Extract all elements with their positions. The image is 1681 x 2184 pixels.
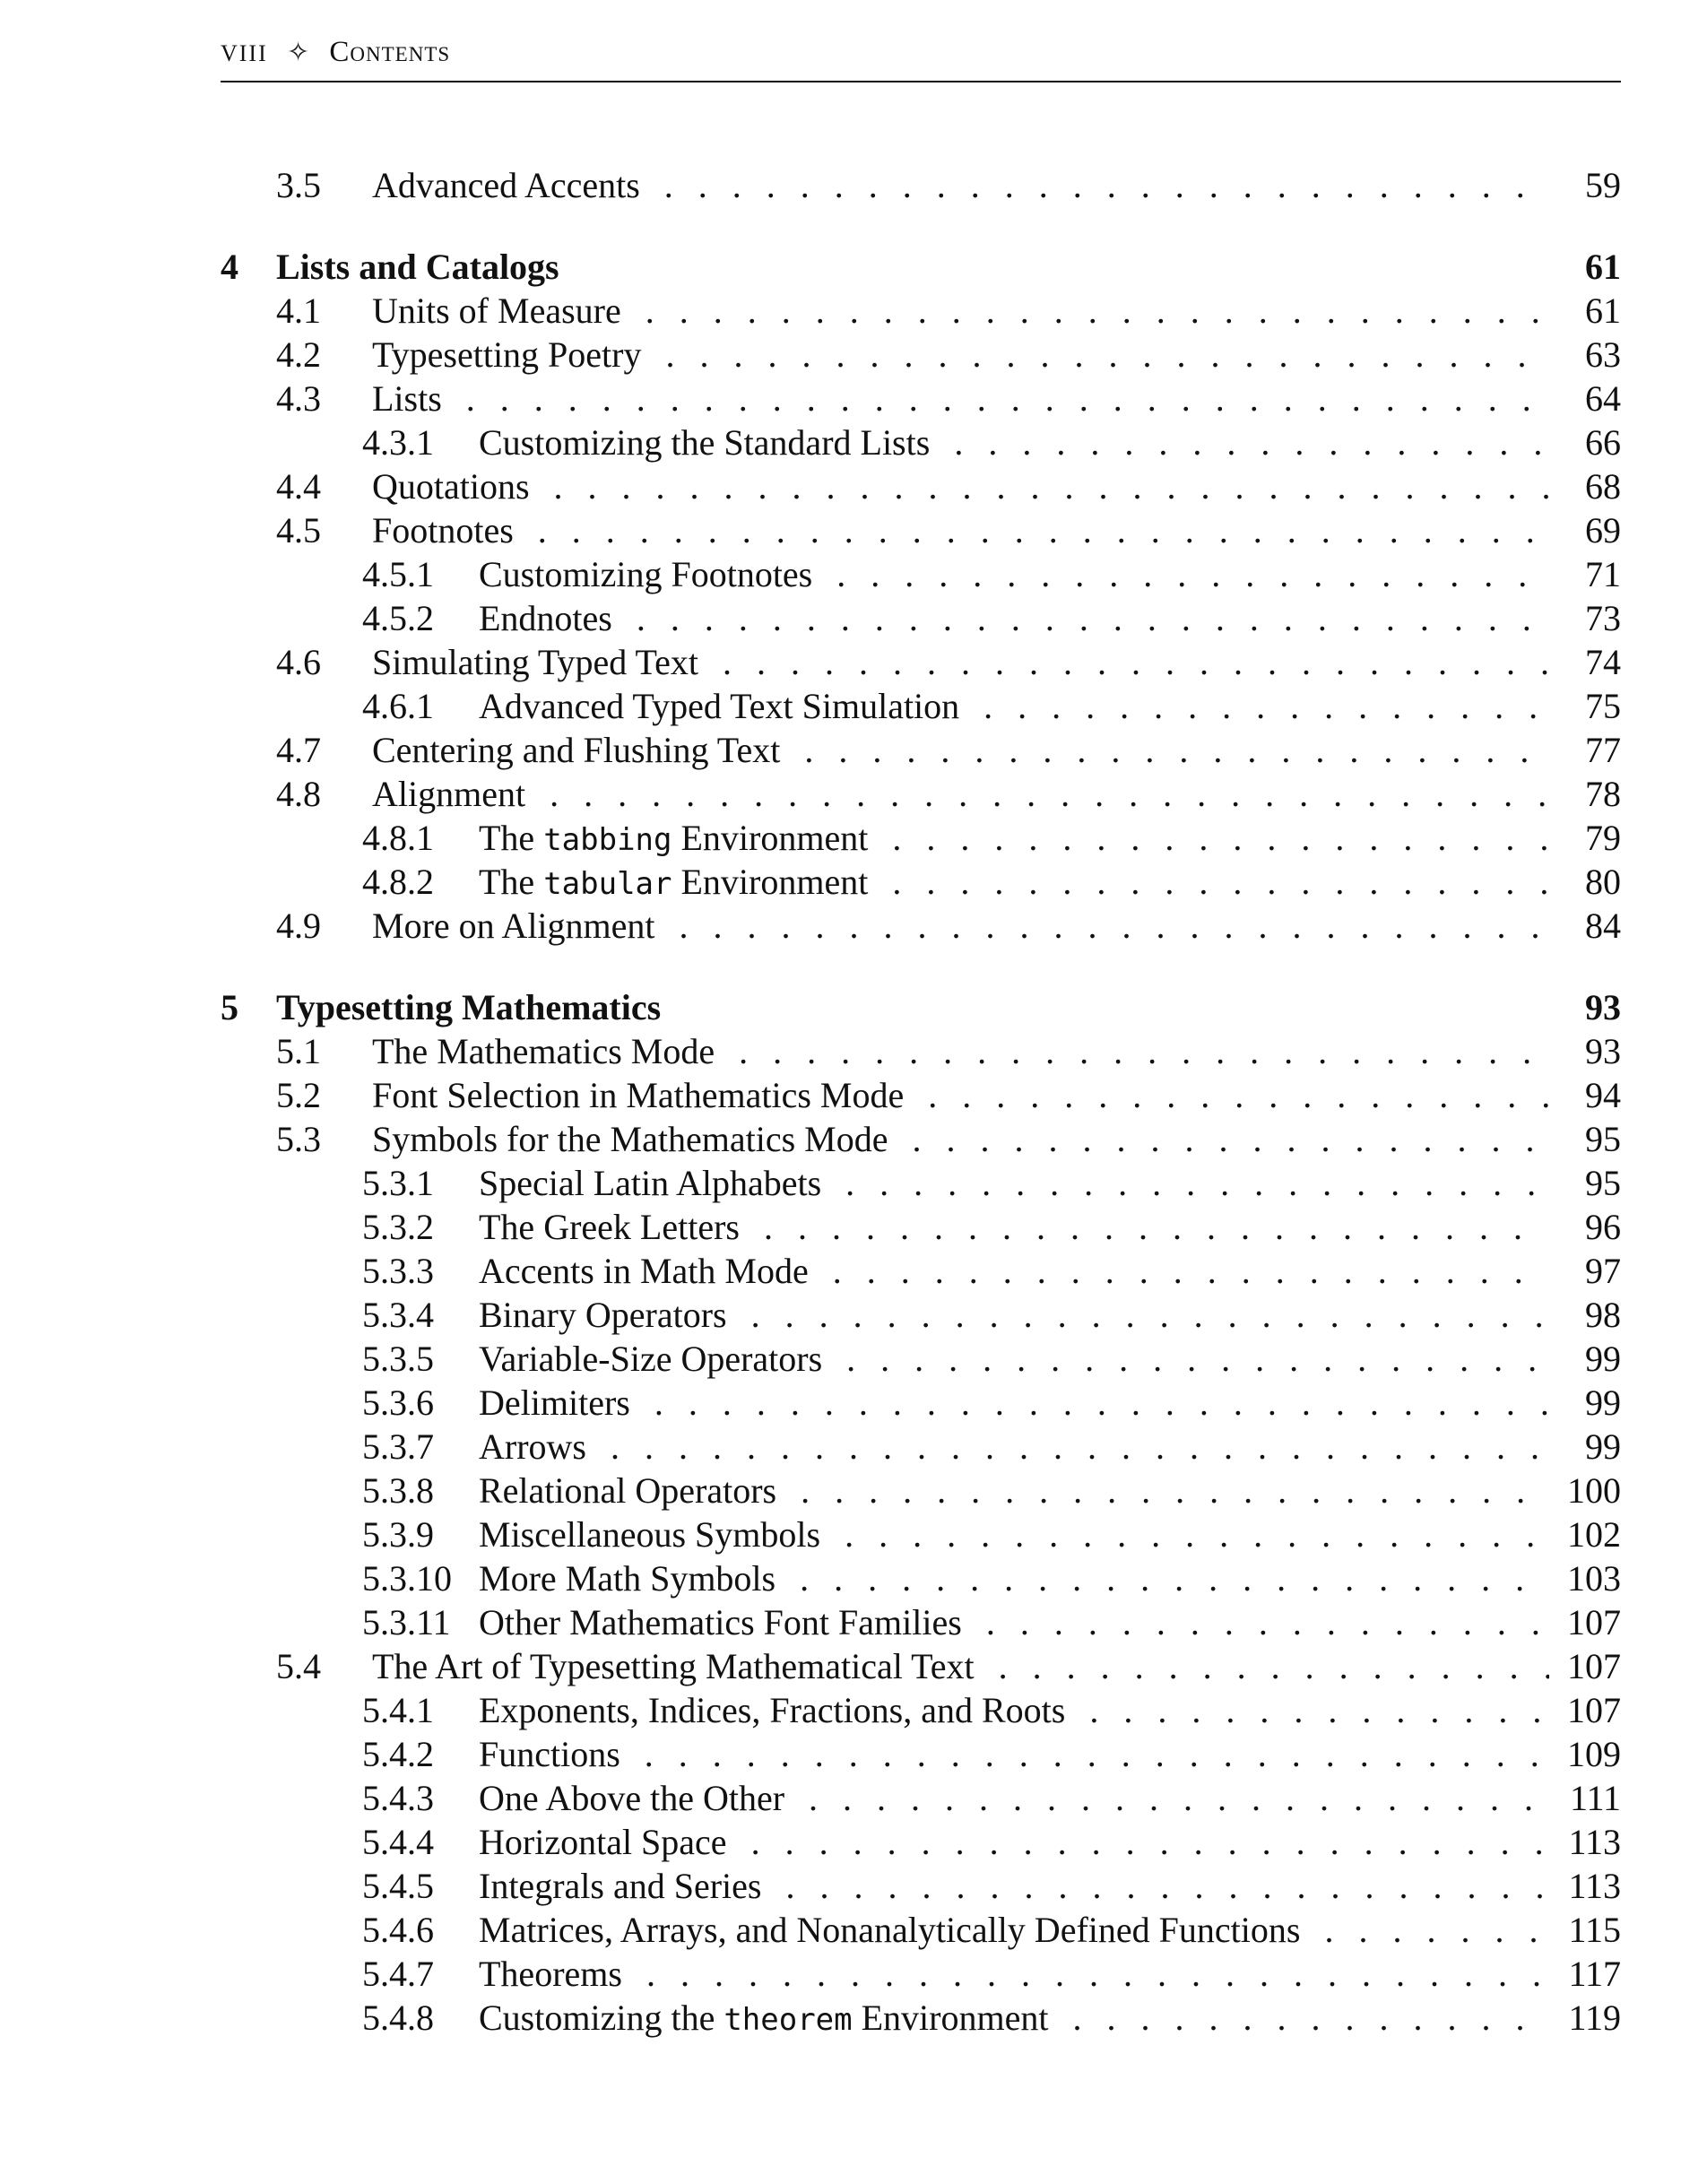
- toc-entry-title: [372, 640, 1549, 684]
- toc-entry-title: [479, 1425, 1549, 1469]
- toc-entry-number: 5.3.10: [362, 1558, 452, 1599]
- toc-entry-number: 5.4.5: [362, 1866, 434, 1906]
- toc-section-entry[interactable]: [221, 1117, 1621, 1161]
- toc-subsection-entry[interactable]: [221, 1512, 1621, 1556]
- toc-entry-number: 5.4.6: [362, 1910, 434, 1950]
- toc-entry-title-text: Special Latin Alphabets: [479, 1163, 822, 1203]
- toc-entry-number: 5.4.3: [362, 1778, 434, 1818]
- toc-entry-number: 4.8.1: [362, 818, 434, 858]
- toc-entry-number: 4.5.2: [362, 598, 434, 638]
- toc-section-entry[interactable]: [221, 163, 1621, 207]
- toc-entry-title-text: Lists: [372, 378, 442, 419]
- toc-section-entry[interactable]: [221, 772, 1621, 816]
- toc-entry-title-text: Quotations: [372, 466, 530, 507]
- toc-entry-page-number: 103: [1567, 1558, 1621, 1599]
- toc-entry-title: [479, 420, 1549, 464]
- toc-entry-title-suffix: Environment: [852, 1998, 1049, 2038]
- toc-entry-title-text: Symbols for the Mathematics Mode: [372, 1119, 888, 1159]
- toc-entry-page-number: 96: [1585, 1207, 1621, 1247]
- toc-entry-number: 4.2: [276, 334, 321, 375]
- toc-entry-page-number: 61: [1585, 247, 1621, 287]
- toc-entry-page-number: 79: [1585, 818, 1621, 858]
- toc-subsection-entry[interactable]: [221, 1952, 1621, 1996]
- toc-entry-title: [479, 1469, 1549, 1512]
- header-rule: [221, 81, 1621, 82]
- toc-entry-page-number: 107: [1567, 1602, 1621, 1642]
- toc-entry-title: [479, 1205, 1549, 1249]
- toc-entry-page-number: 75: [1585, 686, 1621, 726]
- toc-entry-title-text: Units of Measure: [372, 290, 621, 331]
- toc-subsection-entry[interactable]: [221, 1820, 1621, 1864]
- toc-chapter-entry[interactable]: [221, 985, 1621, 1029]
- toc-entry-page-number: 117: [1568, 1954, 1621, 1994]
- toc-section-entry[interactable]: [221, 640, 1621, 684]
- toc-entry-title-text: Typesetting Poetry: [372, 334, 642, 375]
- toc-subsection-entry[interactable]: [221, 420, 1621, 464]
- toc-entry-title-suffix: Environment: [672, 862, 869, 902]
- toc-entry-page-number: 95: [1585, 1119, 1621, 1159]
- toc-entry-number: 4.7: [276, 730, 321, 770]
- running-head-title: Contents: [329, 36, 451, 68]
- toc-entry-title-text: The Mathematics Mode: [372, 1031, 715, 1071]
- running-head: [221, 36, 1621, 69]
- toc-entry-number: 5.4.8: [362, 1998, 434, 2038]
- toc-entry-number: 4.6: [276, 642, 321, 682]
- table-of-contents: [221, 163, 1621, 2040]
- toc-entry-number: 4.9: [276, 906, 321, 946]
- toc-entry-title: [479, 1864, 1549, 1908]
- toc-entry-title-text: Functions: [479, 1734, 620, 1774]
- toc-entry-page-number: 119: [1568, 1998, 1621, 2038]
- toc-entry-title-text: Relational Operators: [479, 1470, 777, 1511]
- toc-entry-title: [479, 684, 1549, 728]
- toc-entry-number: 4.6.1: [362, 686, 434, 726]
- toc-entry-number: 5.3.3: [362, 1251, 434, 1291]
- toc-section-entry[interactable]: [221, 728, 1621, 772]
- toc-entry-page-number: 98: [1585, 1295, 1621, 1335]
- toc-entry-title: [479, 1600, 1549, 1644]
- toc-entry-page-number: 73: [1585, 598, 1621, 638]
- toc-entry-title: [479, 1512, 1549, 1556]
- toc-entry-page-number: 93: [1585, 1031, 1621, 1071]
- toc-entry-title-text: Accents in Math Mode: [479, 1251, 809, 1291]
- toc-entry-page-number: 111: [1569, 1778, 1621, 1818]
- toc-entry-title-text: Arrows: [479, 1426, 586, 1467]
- toc-subsection-entry[interactable]: [221, 1732, 1621, 1776]
- toc-section-entry[interactable]: [221, 464, 1621, 508]
- toc-entry-title: [372, 289, 1549, 333]
- toc-entry-page-number: 71: [1585, 554, 1621, 594]
- toc-entry-page-number: 107: [1567, 1690, 1621, 1730]
- toc-entry-number: 5.3.4: [362, 1295, 434, 1335]
- toc-section-entry[interactable]: [221, 1029, 1621, 1073]
- toc-entry-title: [479, 1820, 1549, 1864]
- toc-entry-number: 5.3.5: [362, 1339, 434, 1379]
- toc-entry-number: 4.3: [276, 378, 321, 419]
- toc-subsection-entry[interactable]: [221, 596, 1621, 640]
- toc-entry-number: 5.3: [276, 1119, 321, 1159]
- toc-entry-page-number: 78: [1585, 774, 1621, 814]
- toc-entry-page-number: 63: [1585, 334, 1621, 375]
- toc-subsection-entry[interactable]: [221, 860, 1621, 904]
- toc-section-entry[interactable]: [221, 377, 1621, 420]
- toc-entry-title-text: Exponents, Indices, Fractions, and Roots: [479, 1690, 1066, 1730]
- toc-entry-title-text: Endnotes: [479, 598, 612, 638]
- toc-entry-page-number: 74: [1585, 642, 1621, 682]
- toc-entry-title: [372, 904, 1549, 948]
- toc-entry-title: [372, 728, 1549, 772]
- toc-entry-title: [372, 464, 1549, 508]
- toc-entry-number: 5.3.6: [362, 1382, 434, 1423]
- toc-entry-title: [372, 772, 1549, 816]
- toc-entry-page-number: 66: [1585, 422, 1621, 463]
- toc-entry-title: [372, 1073, 1549, 1117]
- toc-subsection-entry[interactable]: [221, 1776, 1621, 1820]
- toc-entry-title: [276, 245, 1549, 289]
- toc-subsection-entry[interactable]: [221, 816, 1621, 860]
- toc-entry-title: [372, 1644, 1549, 1688]
- toc-entry-number: 4.8.2: [362, 862, 434, 902]
- toc-entry-title: [479, 816, 1549, 862]
- toc-entry-number: 4: [221, 247, 238, 287]
- toc-entry-title-text: Alignment: [372, 774, 526, 814]
- toc-section-entry[interactable]: [221, 904, 1621, 948]
- toc-entry-page-number: 61: [1585, 290, 1621, 331]
- toc-entry-title-text: More on Alignment: [372, 906, 655, 946]
- toc-entry-title: [479, 552, 1549, 596]
- toc-entry-title-text: Miscellaneous Symbols: [479, 1514, 821, 1555]
- toc-subsection-entry[interactable]: [221, 1556, 1621, 1600]
- toc-entry-title: [479, 1952, 1549, 1996]
- toc-subsection-entry[interactable]: [221, 1864, 1621, 1908]
- toc-section-entry[interactable]: [221, 1644, 1621, 1688]
- toc-entry-number: 4.3.1: [362, 422, 434, 463]
- toc-entry-title-text: Matrices, Arrays, and Nonanalytically Defined Functions: [479, 1910, 1301, 1950]
- diamond-ornament-icon: ✧: [287, 38, 311, 67]
- toc-entry-title: [372, 377, 1549, 420]
- toc-entry-title-text: Advanced Accents: [372, 165, 640, 205]
- toc-entry-title: [479, 1908, 1549, 1952]
- toc-entry-title-text: Font Selection in Mathematics Mode: [372, 1075, 905, 1115]
- toc-entry-page-number: 94: [1585, 1075, 1621, 1115]
- toc-entry-page-number: 95: [1585, 1163, 1621, 1203]
- toc-entry-title-text: Footnotes: [372, 510, 514, 550]
- toc-entry-page-number: 77: [1585, 730, 1621, 770]
- toc-entry-title-text: The Greek Letters: [479, 1207, 740, 1247]
- toc-subsection-entry[interactable]: [221, 1293, 1621, 1337]
- toc-entry-number: 5.3.7: [362, 1426, 434, 1467]
- toc-subsection-entry[interactable]: [221, 1600, 1621, 1644]
- toc-entry-title-code: tabbing: [543, 822, 672, 858]
- toc-entry-number: 5.3.2: [362, 1207, 434, 1247]
- toc-entry-title-text: Simulating Typed Text: [372, 642, 699, 682]
- toc-entry-title-prefix: The: [479, 862, 544, 902]
- toc-entry-title-text: Customizing Footnotes: [479, 554, 813, 594]
- toc-entry-title-text: Lists and Catalogs: [276, 247, 559, 287]
- toc-entry-title-text: Theorems: [479, 1954, 622, 1994]
- toc-entry-page-number: 64: [1585, 378, 1621, 419]
- toc-entry-number: 4.5: [276, 510, 321, 550]
- toc-subsection-entry[interactable]: [221, 552, 1621, 596]
- toc-entry-number: 4.8: [276, 774, 321, 814]
- toc-entry-page-number: 115: [1568, 1910, 1621, 1950]
- toc-entry-title-text: Centering and Flushing Text: [372, 730, 781, 770]
- toc-entry-number: 5.4.1: [362, 1690, 434, 1730]
- toc-entry-number: 5.4.7: [362, 1954, 434, 1994]
- toc-entry-title: [479, 1688, 1549, 1732]
- toc-entry-number: 5.4: [276, 1646, 321, 1686]
- toc-entry-page-number: 113: [1568, 1866, 1621, 1906]
- toc-entry-title-text: Typesetting Mathematics: [276, 987, 662, 1027]
- toc-entry-page-number: 99: [1585, 1426, 1621, 1467]
- toc-entry-title: [479, 1249, 1549, 1293]
- toc-entry-title: [479, 1996, 1549, 2042]
- toc-entry-title: [479, 596, 1549, 640]
- toc-entry-title-suffix: Environment: [672, 818, 869, 858]
- toc-entry-page-number: 68: [1585, 466, 1621, 507]
- toc-entry-title-text: Other Mathematics Font Families: [479, 1602, 962, 1642]
- toc-section-entry[interactable]: [221, 289, 1621, 333]
- toc-entry-title: [372, 163, 1549, 207]
- toc-entry-title-prefix: Customizing the: [479, 1998, 724, 2038]
- toc-subsection-entry[interactable]: [221, 1996, 1621, 2040]
- toc-entry-page-number: 113: [1568, 1822, 1621, 1862]
- toc-subsection-entry[interactable]: [221, 1249, 1621, 1293]
- toc-entry-title-prefix: The: [479, 818, 544, 858]
- page-number-label: VIII: [221, 40, 268, 66]
- toc-entry-page-number: 109: [1567, 1734, 1621, 1774]
- toc-entry-title: [479, 1161, 1549, 1205]
- toc-subsection-entry[interactable]: [221, 1469, 1621, 1512]
- toc-entry-title: [372, 1117, 1549, 1161]
- toc-entry-number: 5.2: [276, 1075, 321, 1115]
- toc-entry-title-text: Variable-Size Operators: [479, 1339, 823, 1379]
- toc-entry-title: [479, 1776, 1549, 1820]
- toc-entry-title-text: Horizontal Space: [479, 1822, 727, 1862]
- toc-entry-title: [372, 333, 1549, 377]
- toc-entry-number: 4.5.1: [362, 554, 434, 594]
- toc-entry-page-number: 99: [1585, 1339, 1621, 1379]
- toc-subsection-entry[interactable]: [221, 1161, 1621, 1205]
- toc-entry-title: [479, 1732, 1549, 1776]
- toc-entry-page-number: 80: [1585, 862, 1621, 902]
- toc-entry-page-number: 102: [1567, 1514, 1621, 1555]
- toc-entry-number: 5.3.9: [362, 1514, 434, 1555]
- toc-entry-title-text: Integrals and Series: [479, 1866, 762, 1906]
- toc-subsection-entry[interactable]: [221, 684, 1621, 728]
- toc-entry-page-number: 107: [1567, 1646, 1621, 1686]
- toc-section-entry[interactable]: [221, 1073, 1621, 1117]
- toc-section-entry[interactable]: [221, 508, 1621, 552]
- toc-section-entry[interactable]: [221, 333, 1621, 377]
- toc-entry-title: [479, 1293, 1549, 1337]
- toc-entry-number: 5.4.2: [362, 1734, 434, 1774]
- toc-entry-number: 5.1: [276, 1031, 321, 1071]
- toc-chapter-entry[interactable]: [221, 245, 1621, 289]
- toc-entry-title-text: The Art of Typesetting Mathematical Text: [372, 1646, 975, 1686]
- toc-subsection-entry[interactable]: [221, 1908, 1621, 1952]
- toc-subsection-entry[interactable]: [221, 1425, 1621, 1469]
- toc-entry-page-number: 84: [1585, 906, 1621, 946]
- toc-entry-number: 5.3.11: [362, 1602, 451, 1642]
- toc-entry-number: 5.3.1: [362, 1163, 434, 1203]
- toc-entry-page-number: 99: [1585, 1382, 1621, 1423]
- toc-entry-title: [372, 508, 1549, 552]
- toc-entry-title: [479, 1337, 1549, 1381]
- toc-entry-page-number: 59: [1585, 165, 1621, 205]
- toc-entry-title: [479, 860, 1549, 906]
- toc-entry-page-number: 69: [1585, 510, 1621, 550]
- toc-entry-title-text: Delimiters: [479, 1382, 630, 1423]
- toc-entry-title: [479, 1556, 1549, 1600]
- toc-entry-title: [372, 1029, 1549, 1073]
- toc-entry-title-text: Advanced Typed Text Simulation: [479, 686, 960, 726]
- toc-entry-title-text: Binary Operators: [479, 1295, 727, 1335]
- toc-entry-number: 4.1: [276, 290, 321, 331]
- toc-subsection-entry[interactable]: [221, 1337, 1621, 1381]
- toc-entry-title-text: Customizing the Standard Lists: [479, 422, 931, 463]
- toc-entry-title-code: tabular: [543, 866, 672, 902]
- toc-subsection-entry[interactable]: [221, 1205, 1621, 1249]
- toc-entry-page-number: 100: [1567, 1470, 1621, 1511]
- toc-entry-title: [276, 985, 1549, 1029]
- toc-entry-number: 5.4.4: [362, 1822, 434, 1862]
- toc-subsection-entry[interactable]: [221, 1381, 1621, 1425]
- toc-entry-title-text: More Math Symbols: [479, 1558, 776, 1599]
- toc-entry-number: 3.5: [276, 165, 321, 205]
- toc-entry-title: [479, 1381, 1549, 1425]
- toc-entry-number: 5: [221, 987, 238, 1027]
- toc-entry-title-text: One Above the Other: [479, 1778, 785, 1818]
- toc-entry-title-code: theorem: [724, 2002, 853, 2038]
- toc-subsection-entry[interactable]: [221, 1688, 1621, 1732]
- toc-entry-page-number: 93: [1585, 987, 1621, 1027]
- toc-entry-page-number: 97: [1585, 1251, 1621, 1291]
- toc-entry-number: 5.3.8: [362, 1470, 434, 1511]
- toc-entry-number: 4.4: [276, 466, 321, 507]
